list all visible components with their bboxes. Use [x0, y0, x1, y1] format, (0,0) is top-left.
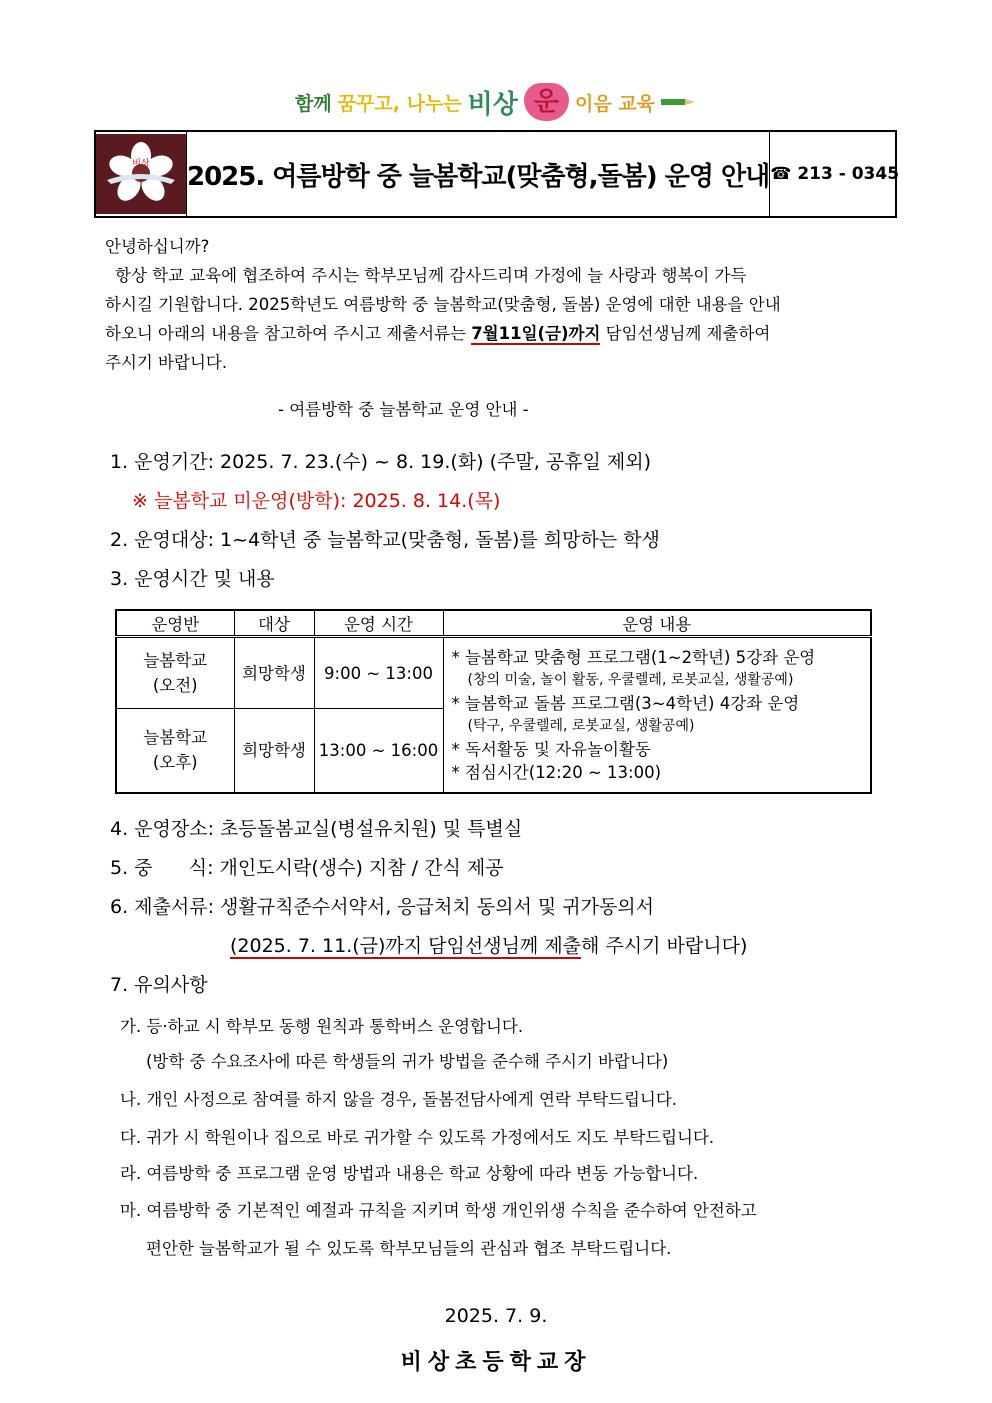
section-subtitle: - 여름방학 중 늘봄학교 운영 안내 - — [278, 400, 529, 419]
intro-line-4 — [105, 320, 770, 344]
section-place: 4. 운영장소: 초등돌봄교실(병설유치원) 및 특별실 — [110, 818, 523, 840]
table-row — [116, 637, 871, 709]
school-logo-cell — [96, 132, 187, 216]
cell-target: 희망학생 — [234, 637, 314, 709]
intro-line-3: 하시길 기원합니다. 2025학년도 여름방학 중 늘봄학교(맞춤형, 돌봄) 운영에 대한 내용을 안내 — [105, 295, 781, 314]
content-item-4: * 점심시간(12:20 ~ 13:00) — [451, 762, 662, 782]
section-notes-heading: 7. 유의사항 — [110, 974, 208, 996]
intro-line-4-pre: 하오니 아래의 내용을 참고하여 주시고 제출서류는 — [105, 324, 472, 343]
cell-target: 희망학생 — [234, 709, 314, 793]
section-period: 1. 운영기간: 2025. 7. 23.(수) ~ 8. 19.(화) (주말, 공휴일 제외) — [110, 451, 652, 473]
document-title: 2025. 여름방학 중 늘봄학교(맞춤형,돌봄) 운영 안내 — [187, 132, 770, 216]
submission-deadline: 7월11일(금)까지 — [471, 324, 601, 343]
banner-heart: 운 — [524, 83, 569, 121]
content-item-2-detail: (탁구, 우쿨렐레, 로봇교실, 생활공예) — [467, 717, 695, 734]
note-ga-detail: (방학 중 수요조사에 따른 학생들의 귀가 방법을 준수해 주시기 바랍니다) — [146, 1052, 669, 1071]
section-documents-note — [230, 931, 747, 958]
cell-class-afternoon — [116, 709, 234, 793]
class-session: (오전) — [152, 676, 198, 695]
cell-content — [443, 637, 871, 793]
class-name: 늘봄학교 — [143, 651, 208, 670]
header-time: 운영 시간 — [314, 610, 443, 637]
section-target: 2. 운영대상: 1~4학년 중 늘봄학교(맞춤형, 돌봄)를 희망하는 학생 — [110, 529, 660, 551]
intro-line-4-post: 담임선생님께 제출하여 — [600, 324, 771, 343]
content-item-1: * 늘봄학교 맞춤형 프로그램(1~2학년) 5강좌 운영 — [451, 647, 816, 667]
table-header-row — [116, 610, 871, 637]
note-ma: 마. 여름방학 중 기본적인 예절과 규칙을 지키며 학생 개인위생 수칙을 준수하여 안전하고 — [120, 1201, 757, 1220]
pencil-icon — [661, 95, 695, 109]
note-na: 나. 개인 사정으로 참여를 하지 않을 경우, 돌봄전담사에게 연락 부탁드립니다. — [120, 1090, 678, 1109]
content-item-1-detail: (창의 미술, 놀이 활동, 우쿨렐레, 로봇교실, 생활공예) — [467, 671, 794, 688]
content-item-3: * 독서활동 및 자유놀이활동 — [451, 739, 651, 759]
content-item-2: * 늘봄학교 돌봄 프로그램(3~4학년) 4강좌 운영 — [451, 693, 800, 713]
slogan-banner — [250, 80, 740, 124]
school-logo — [96, 134, 186, 214]
intro-line-5: 주시기 바랍니다. — [105, 353, 228, 372]
school-principal: 비상초등학교장 — [400, 1350, 592, 1375]
school-emblem-icon — [101, 138, 181, 210]
banner-text-5: 이음 교육 — [575, 92, 656, 115]
cell-class-morning — [116, 637, 234, 709]
header-target: 대상 — [234, 610, 314, 637]
documents-deadline: (2025. 7. 11.(금)까지 담임선생님께 제출 — [230, 935, 582, 957]
section-time-content: 3. 운영시간 및 내용 — [110, 568, 275, 590]
section-period-note: ※ 늘봄학교 미운영(방학): 2025. 8. 14.(목) — [132, 490, 501, 512]
banner-text-2: 꿈꾸고, 나누는 — [337, 92, 462, 115]
title-box — [94, 130, 900, 218]
note-ma-detail: 편안한 늘봄학교가 될 수 있도록 학부모님들의 관심과 협조 부탁드립니다. — [146, 1239, 672, 1258]
phone-number: ☎ 213 - 0345 — [770, 164, 900, 184]
section-documents: 6. 제출서류: 생활규칙준수서약서, 응급처치 동의서 및 귀가동의서 — [110, 896, 655, 918]
schedule-table — [115, 609, 872, 794]
banner-text-3: 비상 — [467, 89, 518, 120]
class-name: 늘봄학교 — [143, 728, 208, 748]
class-session: (오후) — [152, 753, 198, 773]
cell-time: 9:00 ~ 13:00 — [314, 637, 443, 709]
banner-text-1: 함께 — [294, 92, 332, 115]
intro-line-2: 항상 학교 교육에 협조하여 주시는 학부모님께 감사드리며 가정에 늘 사랑과 행복이 가득 — [115, 266, 747, 285]
header-content: 운영 내용 — [443, 610, 871, 637]
documents-note-rest: 해 주시기 바랍니다) — [581, 935, 748, 957]
svg-text:비상: 비상 — [132, 159, 150, 169]
section-lunch: 5. 중 식: 개인도시락(생수) 지참 / 간식 제공 — [110, 857, 504, 879]
note-ga: 가. 등·하교 시 학부모 동행 원칙과 통학버스 운영합니다. — [120, 1017, 524, 1036]
note-ra: 라. 여름방학 중 프로그램 운영 방법과 내용은 학교 상황에 따라 변동 가능합니다. — [120, 1164, 699, 1183]
greeting: 안녕하십니까? — [105, 237, 210, 256]
cell-time: 13:00 ~ 16:00 — [314, 709, 443, 793]
note-da: 다. 귀가 시 학원이나 집으로 바로 귀가할 수 있도록 가정에서도 지도 부탁드립니다. — [120, 1128, 715, 1147]
document-date: 2025. 7. 9. — [444, 1305, 548, 1327]
header-class: 운영반 — [116, 610, 234, 637]
